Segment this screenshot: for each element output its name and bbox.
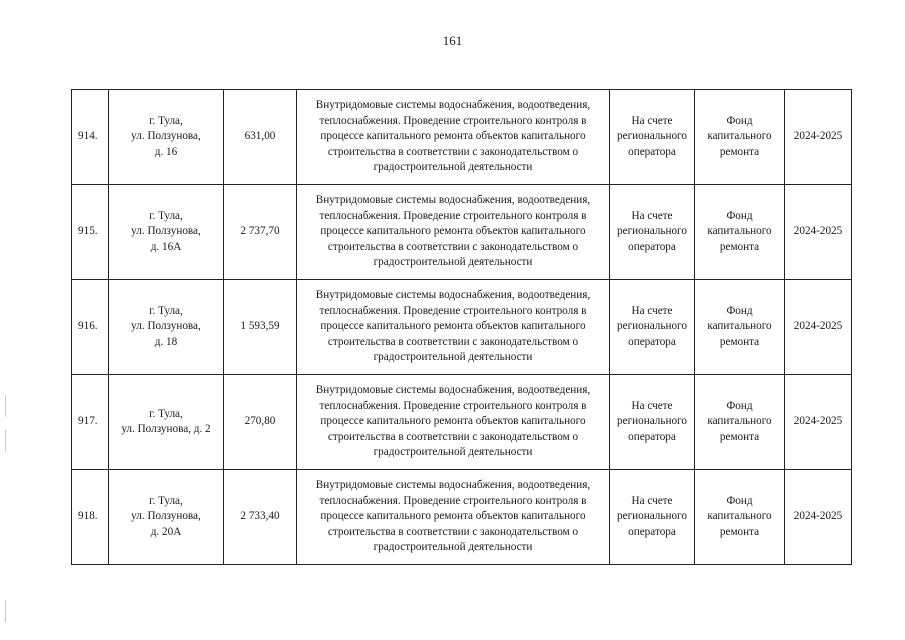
row-work-type: Внутридомовые системы водоснабжения, водоотведения, теплоснабжения. Проведение строительного контроля в процессе капитального ремонта объектов капитального строительства в соответствии с законодательством о градостроительной деятельности [297, 375, 610, 470]
row-funding-source: Фонд капитального ремонта [695, 470, 785, 565]
scan-mark [5, 600, 6, 622]
table-row [72, 185, 852, 280]
capital-repair-table [71, 89, 852, 565]
scan-mark [5, 395, 6, 417]
row-area: 631,00 [224, 90, 297, 185]
page-number: 161 [442, 33, 463, 48]
row-period: 2024-2025 [785, 375, 852, 470]
table-row [72, 280, 852, 375]
row-account: На счете регионального оператора [610, 470, 695, 565]
row-funding-source: Фонд капитального ремонта [695, 280, 785, 375]
row-period: 2024-2025 [785, 185, 852, 280]
row-number: 918. [72, 470, 109, 565]
row-work-type: Внутридомовые системы водоснабжения, водоотведения, теплоснабжения. Проведение строительного контроля в процессе капитального ремонта объектов капитального строительства в соответствии с законодательством о градостроительной деятельности [297, 280, 610, 375]
table-row [72, 470, 852, 565]
scan-mark [5, 430, 6, 452]
row-number: 917. [72, 375, 109, 470]
table-body [72, 90, 852, 565]
row-account: На счете регионального оператора [610, 90, 695, 185]
row-address: г. Тула, ул. Ползунова, д. 20А [109, 470, 224, 565]
table-row [72, 90, 852, 185]
row-work-type: Внутридомовые системы водоснабжения, водоотведения, теплоснабжения. Проведение строительного контроля в процессе капитального ремонта объектов капитального строительства в соответствии с законодательством о градостроительной деятельности [297, 185, 610, 280]
row-area: 2 737,70 [224, 185, 297, 280]
row-address: г. Тула, ул. Ползунова, д. 18 [109, 280, 224, 375]
row-work-type: Внутридомовые системы водоснабжения, водоотведения, теплоснабжения. Проведение строительного контроля в процессе капитального ремонта объектов капитального строительства в соответствии с законодательством о градостроительной деятельности [297, 90, 610, 185]
row-funding-source: Фонд капитального ремонта [695, 90, 785, 185]
row-area: 2 733,40 [224, 470, 297, 565]
row-number: 915. [72, 185, 109, 280]
row-period: 2024-2025 [785, 90, 852, 185]
row-address: г. Тула, ул. Ползунова, д. 16А [109, 185, 224, 280]
row-work-type: Внутридомовые системы водоснабжения, водоотведения, теплоснабжения. Проведение строительного контроля в процессе капитального ремонта объектов капитального строительства в соответствии с законодательством о градостроительной деятельности [297, 470, 610, 565]
row-number: 916. [72, 280, 109, 375]
table-row [72, 375, 852, 470]
row-area: 270,80 [224, 375, 297, 470]
row-address: г. Тула, ул. Ползунова, д. 2 [109, 375, 224, 470]
row-account: На счете регионального оператора [610, 375, 695, 470]
row-address: г. Тула, ул. Ползунова, д. 16 [109, 90, 224, 185]
row-period: 2024-2025 [785, 280, 852, 375]
row-account: На счете регионального оператора [610, 280, 695, 375]
row-account: На счете регионального оператора [610, 185, 695, 280]
row-funding-source: Фонд капитального ремонта [695, 375, 785, 470]
row-funding-source: Фонд капитального ремонта [695, 185, 785, 280]
row-period: 2024-2025 [785, 470, 852, 565]
row-area: 1 593,59 [224, 280, 297, 375]
row-number: 914. [72, 90, 109, 185]
